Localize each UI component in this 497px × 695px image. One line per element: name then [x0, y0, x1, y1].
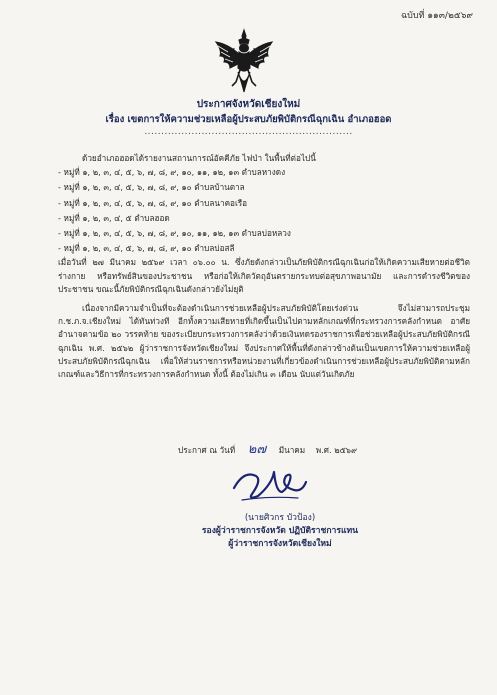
document-body — [58, 152, 470, 381]
village-item: - หมู่ที่ ๑, ๒, ๓, ๔, ๕ ตำบลฮอด — [58, 212, 170, 223]
document-number: ฉบับที่ ๑๑๓/๒๕๖๙ — [400, 11, 473, 21]
incident-paragraph: เมื่อวันที่ ๒๗ มีนาคม ๒๕๖๙ เวลา ๐๖.๐๐ น. ซึ่งภัยดังกล่าวเป็นภัยพิบัติกรณีฉุกเฉินก่อให้เกิดความเสียหายต่อชีวิต ร่างกาย หรือทรัพย์สินของประชาชน หรือก่อให้เกิดวัตถุอันตรายกระทบต่อสุขภาพอนามัย และการดำรงชีวิตของประชาชน ขณะนี้ภัยพิบัติกรณีฉุกเฉินดังกล่าวยังไม่ยุติ — [58, 257, 470, 294]
village-item: - หมู่ที่ ๑, ๒, ๓, ๔, ๕, ๖, ๗, ๘, ๙, ๑๐ ตำบลบ่อสลี — [58, 243, 235, 254]
signer-position-governor: ผู้ว่าราชการจังหวัดเชียงใหม่ — [228, 539, 332, 549]
signature-block — [180, 512, 380, 551]
title-block — [0, 98, 497, 137]
declaration-paragraph: เนื่องจากมีความจำเป็นที่จะต้องดำเนินการช่วยเหลือผู้ประสบภัยพิบัติโดยเร่งด่วน จึงไม่สามารถประชุม ก.ช.ภ.จ.เชียงใหม่ ได้ทันท่วงที อีกทั้งความเสียหายที่เกิดขึ้นเป็นไปตามหลักเกณฑ์ที่กระทรวงการคลังกำหนด อาศัยอำนาจตามข้อ ๒๐ วรรคท้าย ของระเบียบกระทรวงการคลังว่าด้วยเงินทดรองราชการเพื่อช่วยเหลือผู้ประสบภัยพิบัติกรณีฉุกเฉิน พ.ศ. ๒๕๖๒ ผู้ว่าราชการจังหวัดเชียงใหม่ จึงประกาศให้พื้นที่ดังกล่าวข้างต้นเป็นเขตการให้ความช่วยเหลือผู้ประสบภัยพิบัติกรณีฉุกเฉิน เพื่อให้ส่วนราชการหรือหน่วยงานที่เกี่ยวข้องดำเนินการช่วยเหลือผู้ประสบภัยพิบัติตามหลักเกณฑ์และวิธีการที่กระทรวงการคลังกำหนด ทั้งนี้ ต้องไม่เกิน ๓ เดือน นับแต่วันเกิดภัย — [58, 302, 470, 379]
announce-day: ๒๗ — [247, 442, 267, 457]
garuda-emblem-icon — [212, 28, 276, 94]
announcement-date-row — [178, 438, 478, 459]
announcement-subject: เรื่อง เขตการให้ความช่วยเหลือผู้ประสบภัยพิบัติกรณีฉุกเฉิน อำเภอฮอด — [105, 114, 392, 125]
signer-name: (นายศิวกร บัวป้อง) — [244, 513, 316, 523]
announce-year: พ.ศ. ๒๕๖๙ — [315, 445, 357, 455]
title-divider: .............................................................. — [144, 127, 353, 137]
village-item: - หมู่ที่ ๑, ๒, ๓, ๔, ๕, ๖, ๗, ๘, ๙, ๑๐ ตำบลบ้านตาล — [58, 182, 245, 193]
handwritten-signature — [228, 462, 310, 506]
announce-prefix: ประกาศ ณ วันที่ — [178, 445, 236, 455]
signer-position: รองผู้ว่าราชการจังหวัด ปฏิบัติราชการแทน — [201, 526, 359, 536]
village-item: - หมู่ที่ ๑, ๒, ๓, ๔, ๕, ๖, ๗, ๘, ๙, ๑๐, ๑๑, ๑๒, ๑๓ ตำบลหางดง — [58, 167, 286, 178]
announce-month: มีนาคม — [278, 445, 306, 455]
village-list — [58, 165, 470, 256]
village-item: - หมู่ที่ ๑, ๒, ๓, ๔, ๕, ๖, ๗, ๘, ๙, ๑๐ ตำบลนาคอเรือ — [58, 197, 248, 208]
announcement-title: ประกาศจังหวัดเชียงใหม่ — [196, 99, 301, 110]
village-item: - หมู่ที่ ๑, ๒, ๓, ๔, ๕, ๖, ๗, ๘, ๙, ๑๐, ๑๑, ๑๒, ๑๓ ตำบลบ่อหลวง — [58, 227, 291, 238]
intro-paragraph: ด้วยอำเภอฮอดได้รายงานสถานการณ์อัคคีภัย ไฟป่า ในพื้นที่ต่อไปนี้ — [82, 153, 316, 163]
